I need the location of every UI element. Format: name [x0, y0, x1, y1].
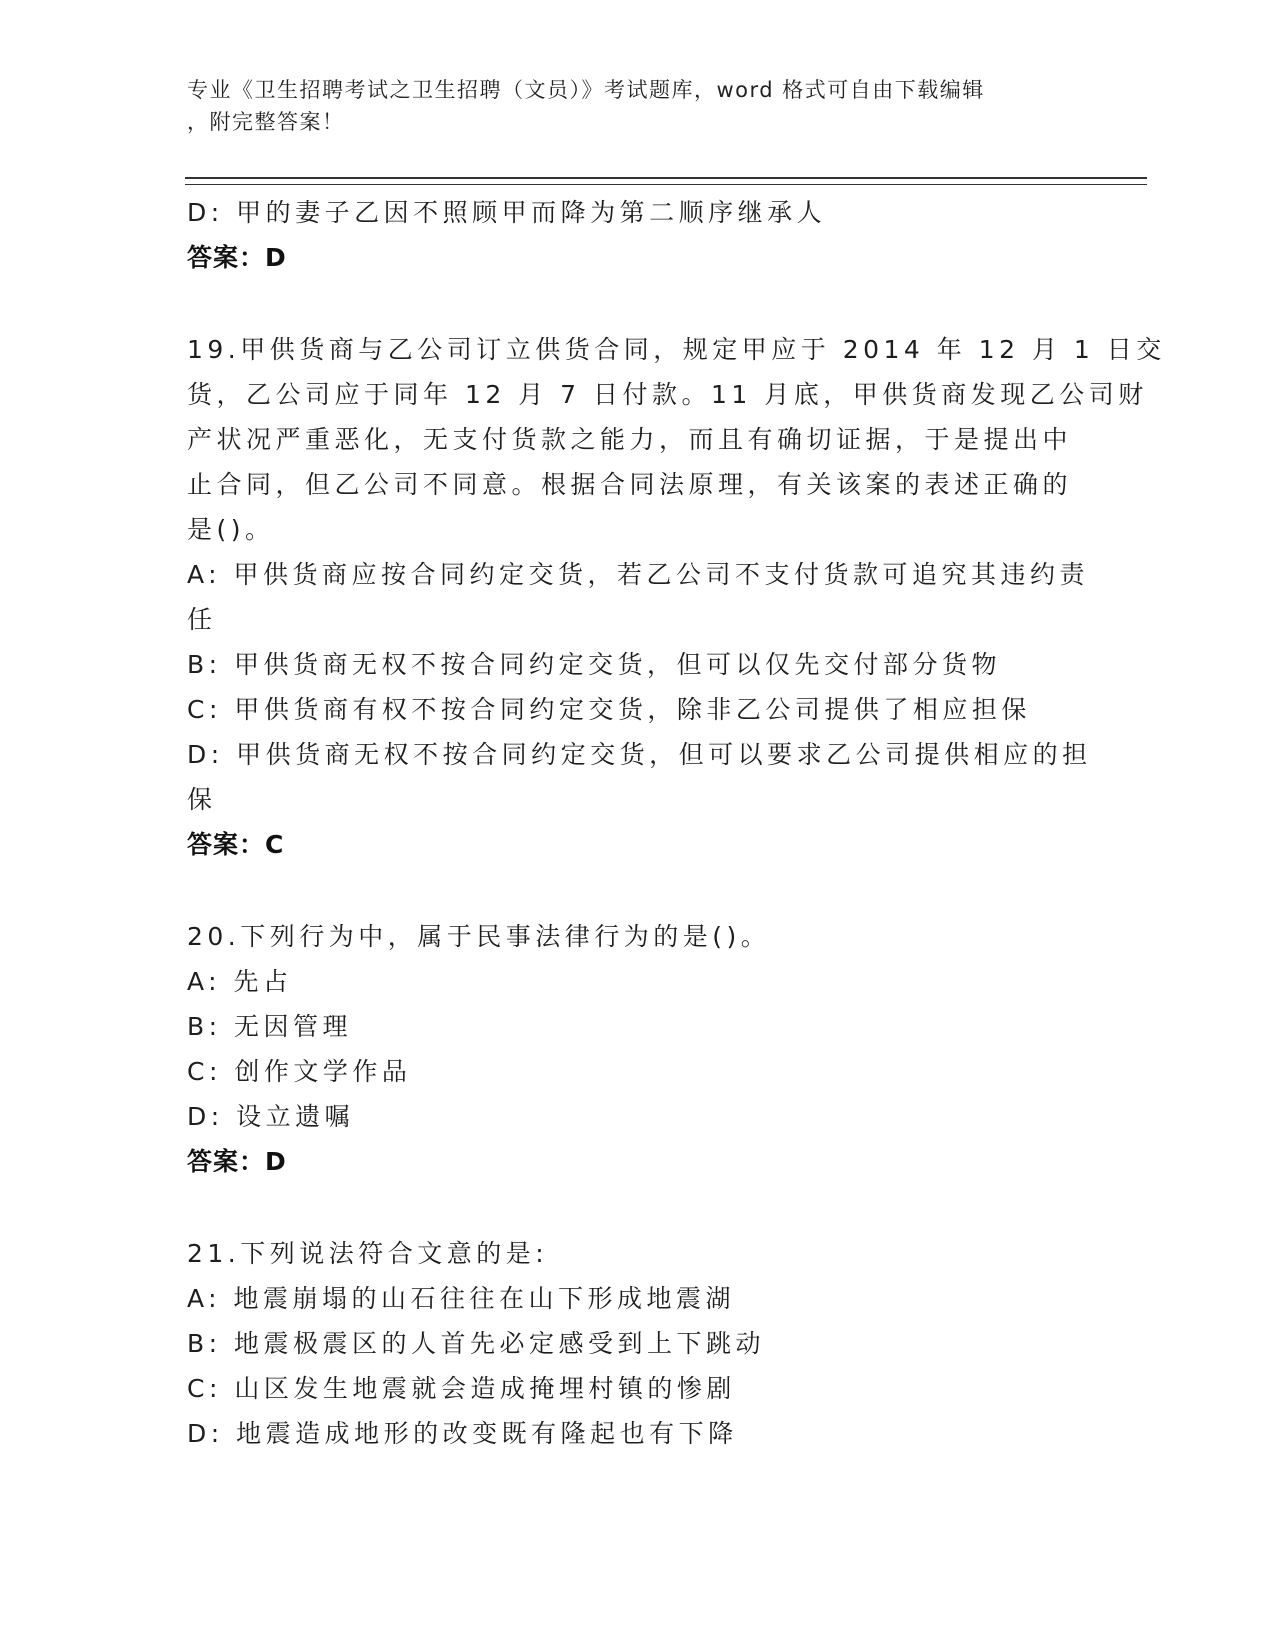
q21-option-b: B: 地震极震区的人首先必定感受到上下跳动 — [187, 1329, 766, 1358]
q19-stem-line-1: 19.甲供货商与乙公司订立供货合同，规定甲应于 2014 年 12 月 1 日交 — [187, 335, 1166, 364]
question-20 — [187, 914, 1087, 1184]
q21-stem: 21.下列说法符合文意的是: — [187, 1239, 549, 1268]
spacer — [187, 867, 1087, 914]
q19-stem-line-4: 止合同，但乙公司不同意。根据合同法原理，有关该案的表述正确的 — [187, 470, 1073, 499]
q19-option-c: C: 甲供货商有权不按合同约定交货，除非乙公司提供了相应担保 — [187, 695, 1031, 724]
question-21 — [187, 1231, 1087, 1456]
page-header — [187, 74, 1087, 138]
q19-stem-line-3: 产状况严重恶化，无支付货款之能力，而且有确切证据，于是提出中 — [187, 425, 1073, 454]
q21-option-a: A: 地震崩塌的山石往往在山下形成地震湖 — [187, 1284, 736, 1313]
q19-stem-line-2: 货，乙公司应于同年 12 月 7 日付款。11 月底，甲供货商发现乙公司财 — [187, 380, 1148, 409]
q19-stem-line-5: 是()。 — [187, 515, 275, 544]
header-divider — [185, 177, 1147, 185]
spacer — [187, 1184, 1087, 1231]
q19-option-b: B: 甲供货商无权不按合同约定交货，但可以仅先交付部分货物 — [187, 650, 1002, 679]
q21-option-d: D: 地震造成地形的改变既有隆起也有下降 — [187, 1419, 738, 1448]
q19-option-d-line-2: 保 — [187, 785, 217, 814]
q20-option-c: C: 创作文学作品 — [187, 1057, 412, 1086]
q19-option-d-line-1: D: 甲供货商无权不按合同约定交货，但可以要求乙公司提供相应的担 — [187, 740, 1092, 769]
q20-answer: 答案：D — [187, 1147, 287, 1176]
q18-answer: 答案：D — [187, 243, 287, 272]
header-title-line-1: 专业《卫生招聘考试之卫生招聘（文员）》考试题库，word 格式可自由下载编辑 — [187, 78, 985, 102]
spacer — [187, 280, 1087, 327]
q21-option-c: C: 山区发生地震就会造成掩埋村镇的惨剧 — [187, 1374, 736, 1403]
q20-option-a: A: 先占 — [187, 967, 293, 996]
question-content — [187, 190, 1166, 1456]
q19-option-a-line-1: A: 甲供货商应按合同约定交货，若乙公司不支付货款可追究其违约责 — [187, 560, 1090, 589]
q18-option-d: D: 甲的妻子乙因不照顾甲而降为第二顺序继承人 — [187, 198, 827, 227]
question-19 — [187, 327, 1166, 867]
header-title-line-2: ，附完整答案！ — [187, 110, 345, 134]
q19-option-a-line-2: 任 — [187, 605, 217, 634]
question-18 — [187, 190, 1087, 280]
q20-option-d: D: 设立遗嘱 — [187, 1102, 355, 1131]
q19-answer: 答案：C — [187, 830, 285, 859]
q20-option-b: B: 无因管理 — [187, 1012, 353, 1041]
q20-stem: 20.下列行为中，属于民事法律行为的是()。 — [187, 922, 771, 951]
